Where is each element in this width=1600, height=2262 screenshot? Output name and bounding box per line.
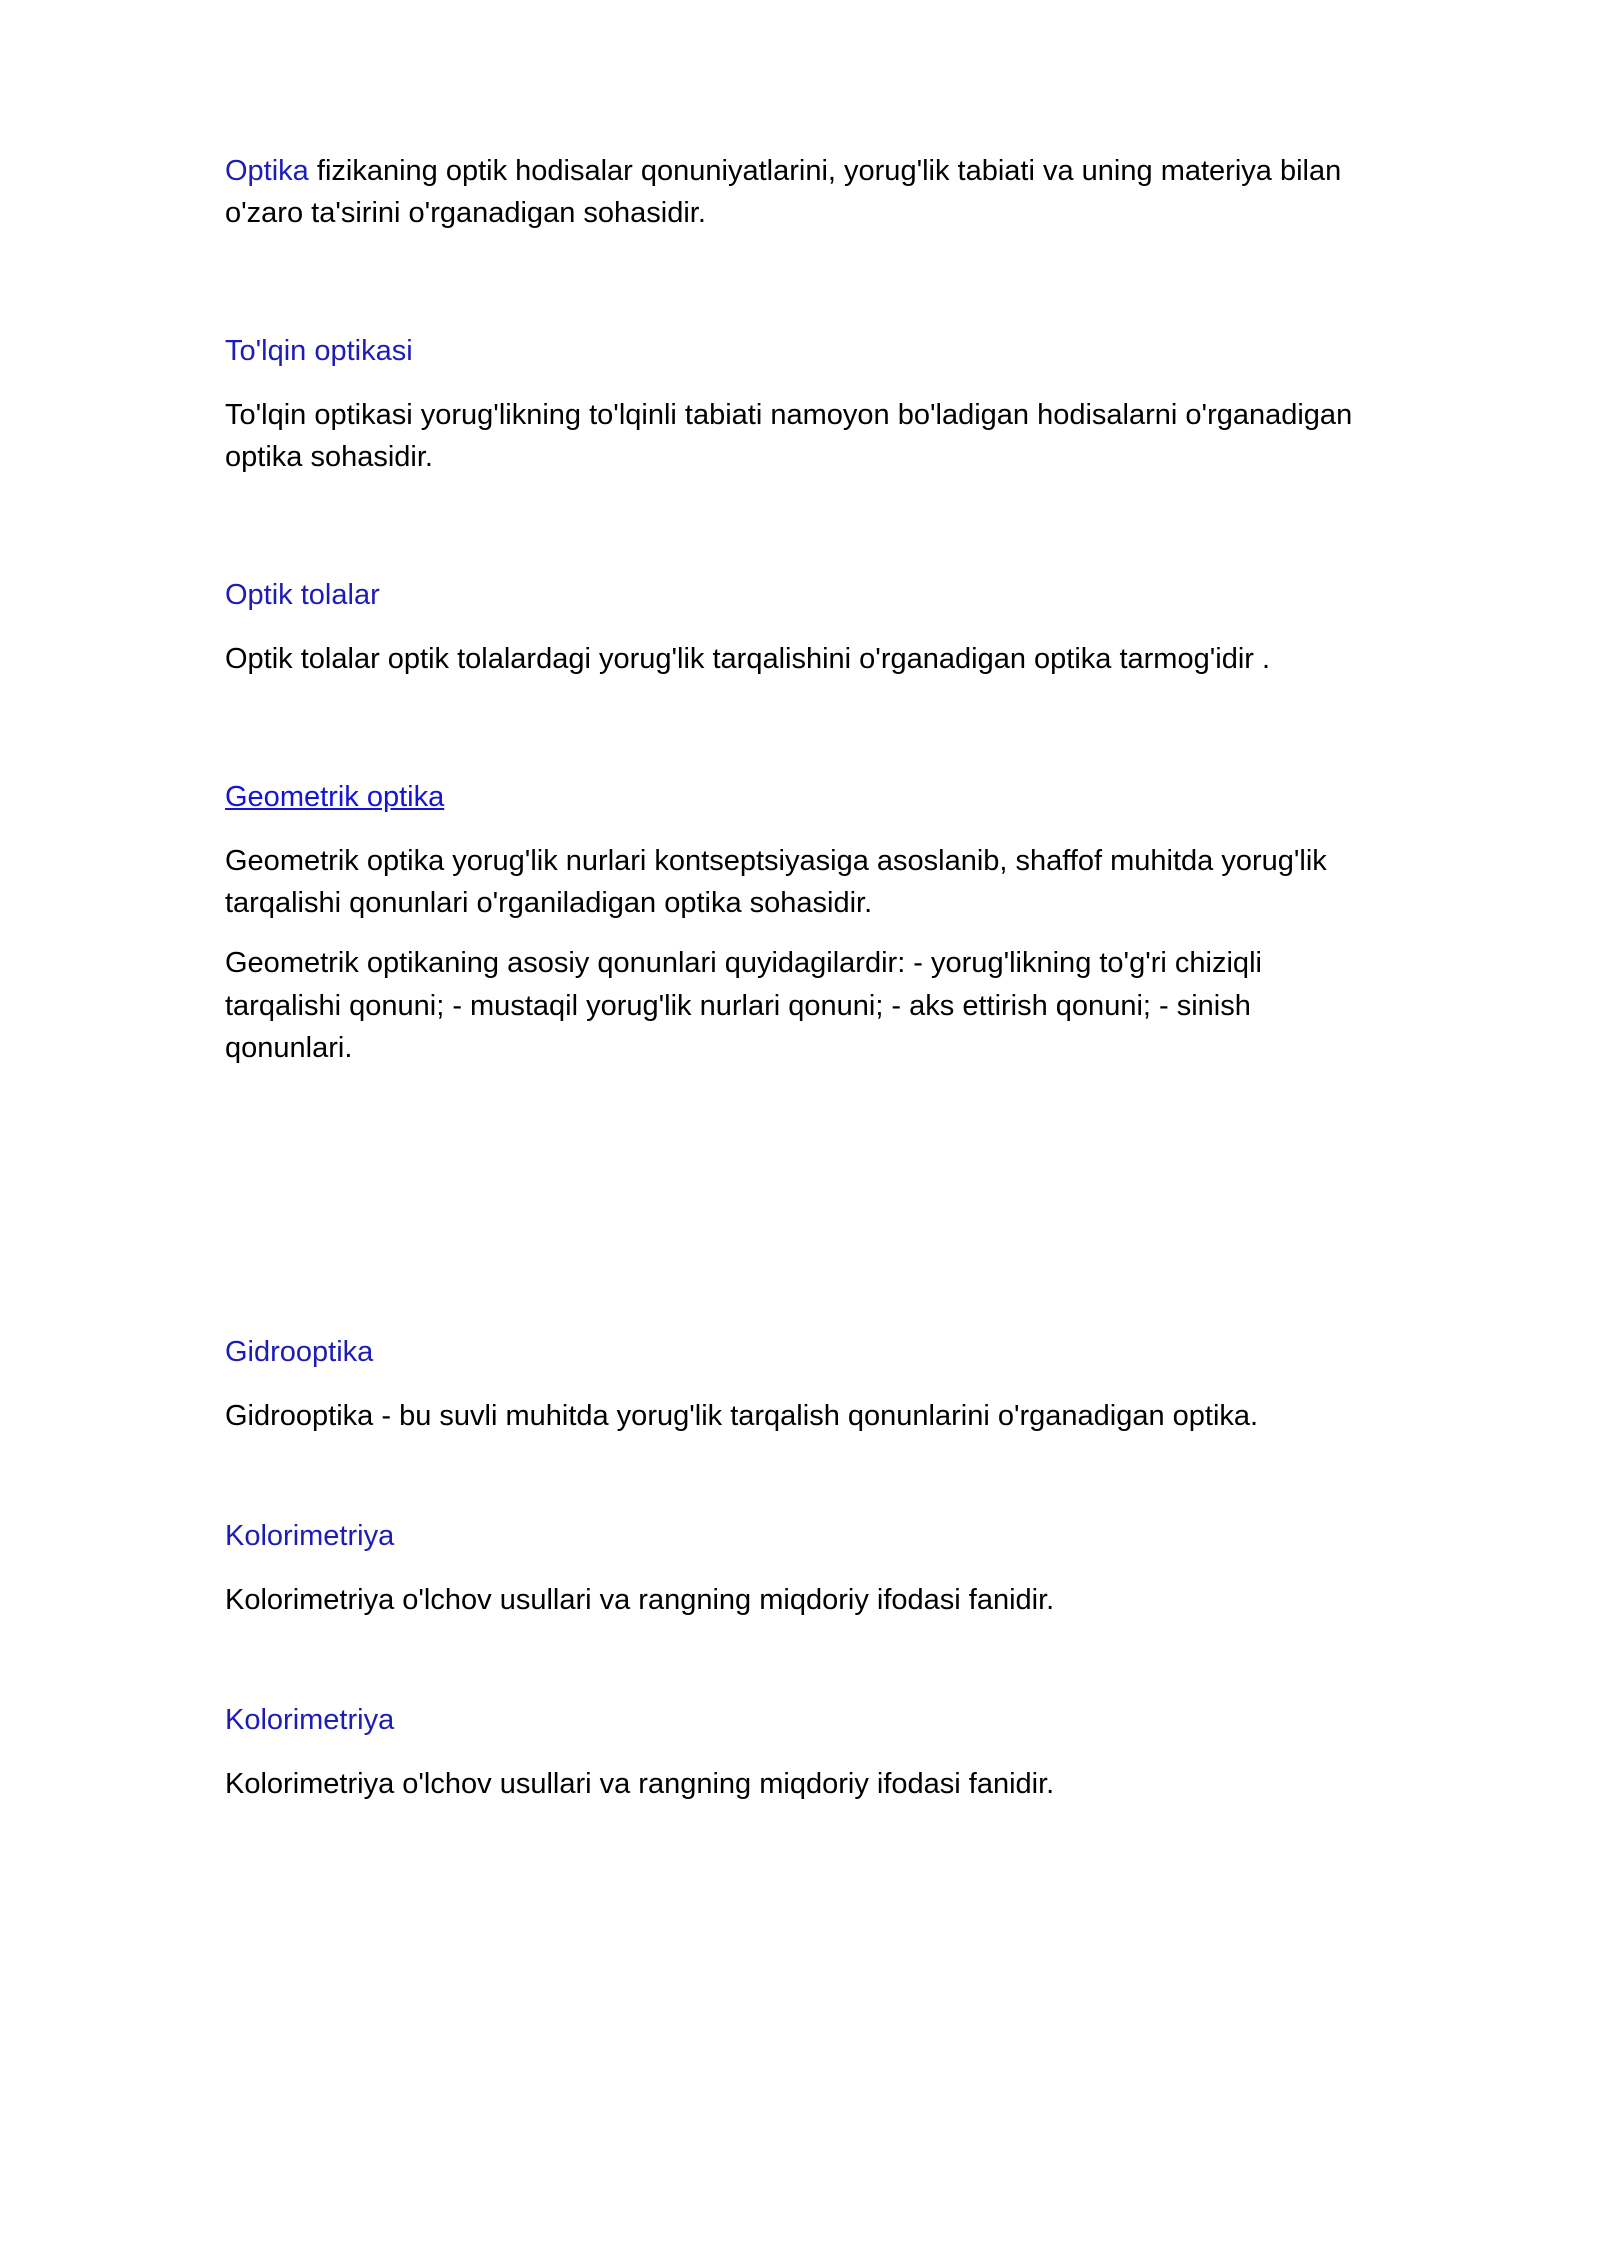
section-kolorimetriya-1 bbox=[225, 1515, 1375, 1621]
section-heading: Kolorimetriya bbox=[225, 1519, 395, 1552]
spacer bbox=[225, 924, 1375, 942]
section-paragraph: Geometrik optika yorug'lik nurlari kontseptsiyasiga asoslanib, shaffof muhitda yorug'lik tarqalishi qonunlari o'rganiladigan optika sohasidir. bbox=[225, 845, 1327, 920]
spacer bbox=[225, 1437, 1375, 1515]
section-gidrooptika bbox=[225, 1331, 1375, 1437]
document-body bbox=[225, 150, 1375, 1805]
intro-paragraph-rest: fizikaning optik hodisalar qonuniyatlarini, yorug'lik tabiati va uning materiya bilan o'zaro ta'sirini o'rganadigan sohasidir. bbox=[225, 155, 1342, 230]
spacer bbox=[225, 1741, 1375, 1763]
spacer bbox=[225, 616, 1375, 638]
section-paragraph: Gidrooptika - bu suvli muhitda yorug'lik tarqalish qonunlarini o'rganadigan optika. bbox=[225, 1399, 1259, 1432]
section-paragraph: Optik tolalar optik tolalardagi yorug'lik tarqalishini o'rganadigan optika tarmog'idir . bbox=[225, 643, 1271, 676]
section-paragraph: To'lqin optikasi yorug'likning to'lqinli tabiati namoyon bo'ladigan hodisalarni o'rganadigan optika sohasidir. bbox=[225, 399, 1353, 474]
section-kolorimetriya-2 bbox=[225, 1699, 1375, 1805]
spacer bbox=[225, 818, 1375, 840]
section-tolqin-optikasi bbox=[225, 330, 1375, 478]
spacer bbox=[225, 680, 1375, 776]
section-heading: Kolorimetriya bbox=[225, 1703, 395, 1736]
section-optik-tolalar bbox=[225, 574, 1375, 680]
section-paragraph: Kolorimetriya o'lchov usullari va rangning miqdoriy ifodasi fanidir. bbox=[225, 1583, 1055, 1616]
section-heading: To'lqin optikasi bbox=[225, 335, 413, 368]
intro-highlight-word: Optika bbox=[225, 155, 309, 187]
section-paragraph: Kolorimetriya o'lchov usullari va rangning miqdoriy ifodasi fanidir. bbox=[225, 1767, 1055, 1800]
section-heading-link[interactable]: Geometrik optika bbox=[225, 781, 445, 814]
intro-paragraph bbox=[225, 150, 1375, 234]
spacer bbox=[225, 1069, 1375, 1331]
section-heading: Optik tolalar bbox=[225, 579, 380, 612]
section-paragraph: Geometrik optikaning asosiy qonunlari quyidagilardir: - yorug'likning to'g'ri chiziqli tarqalishi qonuni; - mustaqil yorug'lik nurlari qonuni; - aks ettirish qonuni; - sinish qonunlari. bbox=[225, 947, 1262, 1064]
section-heading: Gidrooptika bbox=[225, 1335, 374, 1368]
section-geometrik-optika bbox=[225, 776, 1375, 1068]
spacer bbox=[225, 234, 1375, 330]
spacer bbox=[225, 1621, 1375, 1699]
spacer bbox=[225, 372, 1375, 394]
spacer bbox=[225, 1557, 1375, 1579]
spacer bbox=[225, 478, 1375, 574]
spacer bbox=[225, 1373, 1375, 1395]
